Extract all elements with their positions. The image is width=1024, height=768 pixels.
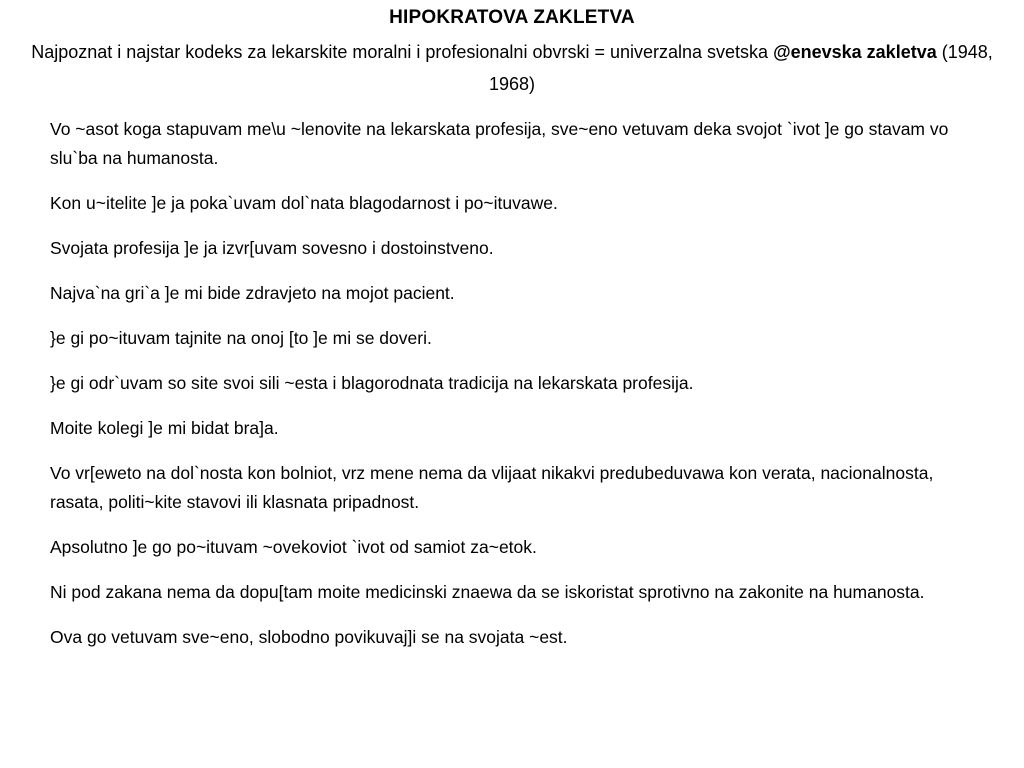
page-title: HIPOKRATOVA ZAKLETVA	[389, 7, 635, 28]
oath-paragraph: }e gi po~ituvam tajnite na onoj [to ]e mi se doveri.	[50, 328, 432, 348]
oath-paragraph: Kon u~itelite ]e ja poka`uvam dol`nata blagodarnost i po~ituvawe.	[50, 193, 558, 213]
subtitle-bold-term: @enevska zakletva	[773, 42, 937, 62]
oath-paragraph: Najva`na gri`a ]e mi bide zdravjeto na mojot pacient.	[50, 283, 455, 303]
oath-paragraph: Apsolutno ]e go po~ituvam ~ovekoviot `ivot od samiot za~etok.	[50, 537, 537, 557]
oath-paragraph: }e gi odr`uvam so site svoi sili ~esta i blagorodnata tradicija na lekarskata profesija.	[50, 373, 694, 393]
oath-paragraph: Vo vr[eweto na dol`nosta kon bolniot, vrz mene nema da vlijaat nikakvi predubeduvawa kon verata, nacionalnosta, rasata, politi~kite stavovi ili klasnata pripadnost.	[50, 463, 934, 512]
oath-paragraph: Vo ~asot koga stapuvam me\u ~lenovite na lekarskata profesija, sve~eno vetuvam deka svojot `ivot ]e go stavam vo slu`ba na humanosta.	[50, 119, 949, 168]
oath-paragraph: Moite kolegi ]e mi bidat bra]a.	[50, 418, 279, 438]
oath-paragraph: Svojata profesija ]e ja izvr[uvam sovesno i dostoinstveno.	[50, 238, 494, 258]
subtitle	[31, 36, 993, 100]
oath-paragraph: Ni pod zakana nema da dopu[tam moite medicinski znaewa da se iskoristat sprotivno na zakonite na humanosta.	[50, 582, 925, 602]
oath-paragraph: Ova go vetuvam sve~eno, slobodno povikuvaj]i se na svojata ~est.	[50, 627, 568, 647]
subtitle-years: (1948, 1968)	[488, 42, 993, 94]
oath-text	[50, 115, 974, 652]
subtitle-text: Najpoznat i najstar kodeks za lekarskite moralni i profesionalni obvrski = univerzalna svetska	[31, 42, 774, 62]
